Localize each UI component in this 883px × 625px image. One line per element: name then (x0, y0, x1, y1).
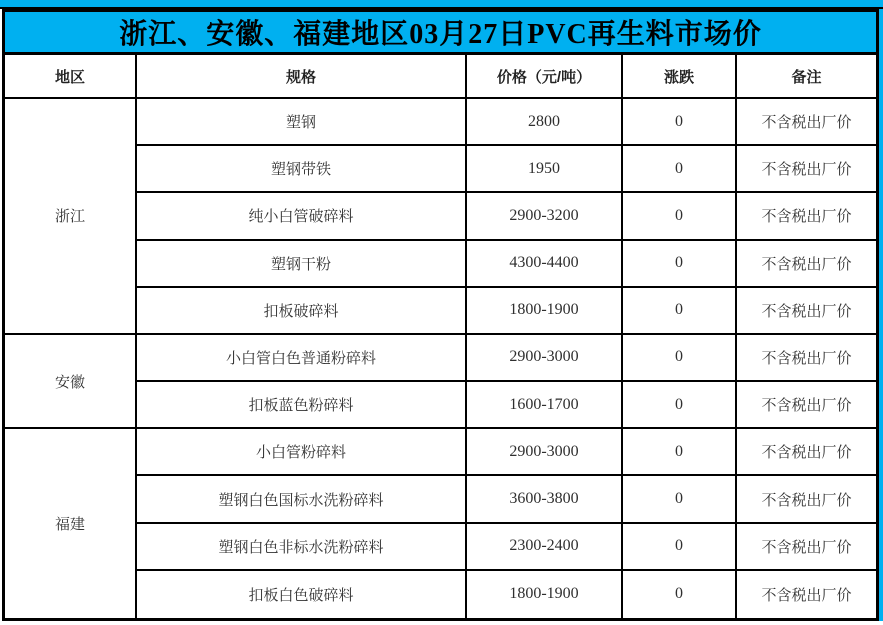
spec-cell: 扣板蓝色粉碎料 (137, 382, 467, 429)
table-frame (2, 9, 879, 621)
spec-cell: 小白管粉碎料 (137, 429, 467, 476)
change-cell: 0 (623, 99, 737, 146)
change-cell: 0 (623, 335, 737, 382)
change-cell: 0 (623, 476, 737, 523)
region-cell-zhejiang: 浙江 (5, 99, 137, 335)
change-cell: 0 (623, 524, 737, 571)
price-cell: 2300-2400 (467, 524, 623, 571)
price-cell: 1600-1700 (467, 382, 623, 429)
spec-cell: 塑钢白色非标水洗粉碎料 (137, 524, 467, 571)
change-cell: 0 (623, 429, 737, 476)
note-cell: 不含税出厂价 (737, 146, 876, 193)
price-cell: 1800-1900 (467, 571, 623, 618)
note-cell: 不含税出厂价 (761, 586, 852, 604)
header-note: 备注 (737, 55, 876, 99)
header-price: 价格（元/吨） (467, 55, 623, 99)
spec-cell: 小白管白色普通粉碎料 (137, 335, 467, 382)
note-cell: 不含税出厂价 (737, 288, 876, 335)
spec-cell: 纯小白管破碎料 (137, 193, 467, 240)
header-change: 涨跌 (623, 55, 737, 99)
region-cell-anhui: 安徽 (5, 335, 137, 429)
change-cell: 0 (623, 193, 737, 240)
price-cell: 2800 (467, 99, 623, 146)
note-cell: 不含税出厂价 (737, 476, 876, 523)
change-cell: 0 (623, 571, 737, 618)
price-cell: 4300-4400 (467, 241, 623, 288)
spec-cell: 塑钢 (137, 99, 467, 146)
change-cell: 0 (623, 146, 737, 193)
price-cell: 3600-3800 (467, 476, 623, 523)
header-region: 地区 (5, 55, 137, 99)
spec-cell: 塑钢白色国标水洗粉碎料 (137, 476, 467, 523)
region-cell-fujian: 福建 (5, 429, 137, 618)
spec-cell: 扣板破碎料 (137, 288, 467, 335)
spec-cell: 塑钢带铁 (137, 146, 467, 193)
note-cell: 不含税出厂价 (737, 382, 876, 429)
table-title: 浙江、安徽、福建地区03月27日PVC再生料市场价 (5, 12, 876, 55)
note-cell: 不含税出厂价 (737, 524, 876, 571)
price-cell: 2900-3200 (467, 193, 623, 240)
price-table (5, 55, 876, 618)
note-cell: 不含税出厂价 (737, 241, 876, 288)
right-banner-strip (879, 0, 883, 621)
price-cell: 1800-1900 (467, 288, 623, 335)
header-spec: 规格 (137, 55, 467, 99)
price-cell: 2900-3000 (467, 429, 623, 476)
note-cell: 不含税出厂价 (737, 429, 876, 476)
change-cell: 0 (623, 288, 737, 335)
top-banner-strip (0, 0, 883, 9)
change-cell: 0 (623, 241, 737, 288)
price-cell: 2900-3000 (467, 335, 623, 382)
note-cell: 不含税出厂价 (737, 193, 876, 240)
price-cell: 1950 (467, 146, 623, 193)
spec-cell: 塑钢干粉 (137, 241, 467, 288)
change-cell: 0 (623, 382, 737, 429)
note-cell: 不含税出厂价 (737, 99, 876, 146)
note-cell: 不含税出厂价 (737, 335, 876, 382)
spec-cell: 扣板白色破碎料 (137, 571, 467, 618)
